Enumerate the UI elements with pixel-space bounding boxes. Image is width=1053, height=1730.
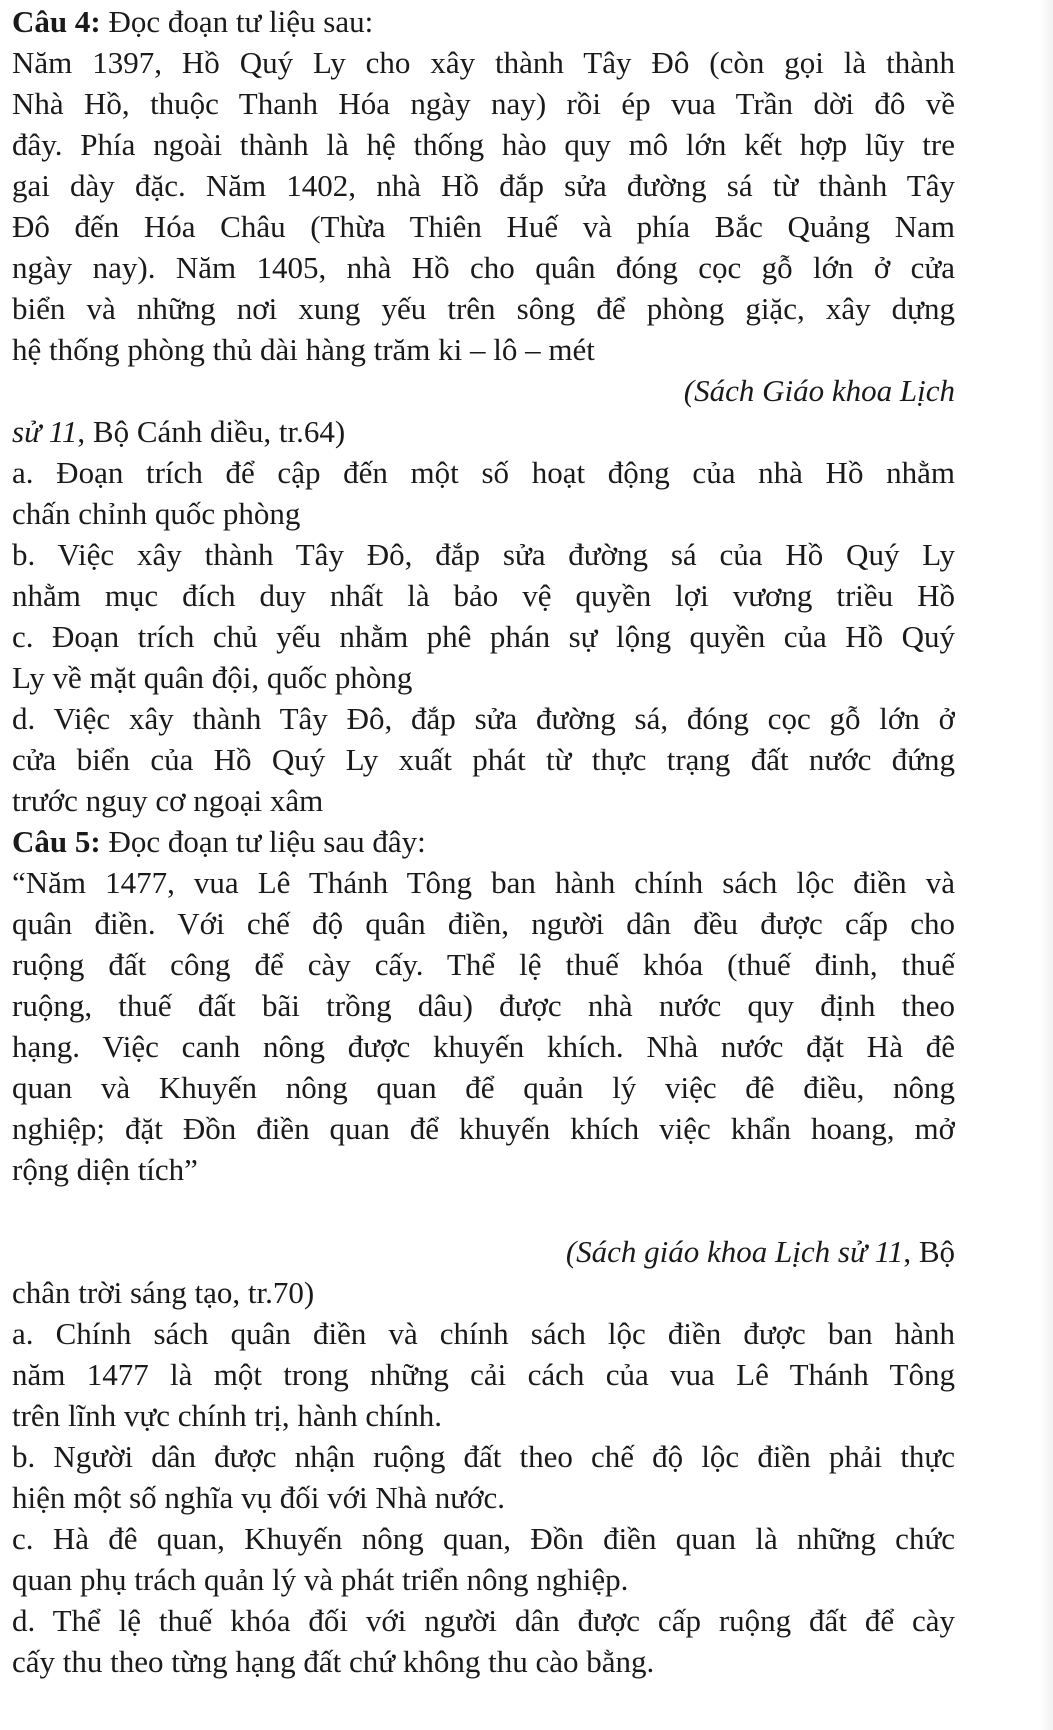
q4-passage-line: đây. Phía ngoài thành là hệ thống hào quy mô lớn kết hợp lũy tre xyxy=(12,127,955,162)
q4-option-b: b. Việc xây thành Tây Đô, đắp sửa đường sá của Hồ Quý Ly xyxy=(12,537,955,572)
q5-passage-line: rộng diện tích” xyxy=(12,1152,198,1187)
q4-label: Câu 4: xyxy=(12,4,101,39)
q5-label: Câu 5: xyxy=(12,824,101,859)
q5-passage-line: hạng. Việc canh nông được khuyến khích. Nhà nước đặt Hà đê xyxy=(12,1029,955,1064)
q4-passage-line: ngày nay). Năm 1405, nhà Hồ cho quân đóng cọc gỗ lớn ở cửa xyxy=(12,250,955,285)
q5-passage-line: ruộng đất công để cày cấy. Thể lệ thuế khóa (thuế đinh, thuế xyxy=(12,947,955,982)
q4-option-c: c. Đoạn trích chủ yếu nhằm phê phán sự lộng quyền của Hồ Quý xyxy=(12,619,955,654)
q5-source-line1 xyxy=(12,1232,955,1272)
q5-passage-line: ruộng, thuế đất bãi trồng dâu) được nhà nước quy định theo xyxy=(12,988,955,1023)
q5-option-d-cont: cấy thu theo từng hạng đất chứ không thu cào bằng. xyxy=(12,1644,655,1679)
q4-heading xyxy=(12,2,955,42)
q4-passage-line: Năm 1397, Hồ Quý Ly cho xây thành Tây Đô (còn gọi là thành xyxy=(12,45,955,80)
page-edge-shadow xyxy=(1039,0,1053,1730)
q4-option-d: d. Việc xây thành Tây Đô, đắp sửa đường sá, đóng cọc gỗ lớn ở xyxy=(12,701,955,736)
q5-passage-line: quân điền. Với chế độ quân điền, người dân đều được cấp cho xyxy=(12,906,955,941)
q4-option-d-cont: trước nguy cơ ngoại xâm xyxy=(12,783,324,818)
q4-passage-line: Đô đến Hóa Châu (Thừa Thiên Huế và phía Bắc Quảng Nam xyxy=(12,209,955,244)
q4-source-line1 xyxy=(12,371,955,411)
q5-option-d: d. Thể lệ thuế khóa đối với người dân được cấp ruộng đất để cày xyxy=(12,1603,955,1638)
q5-option-b-cont: hiện một số nghĩa vụ đối với Nhà nước. xyxy=(12,1480,506,1515)
q4-instruction: Đọc đoạn tư liệu sau: xyxy=(100,4,374,39)
q4-source-line2 xyxy=(12,412,955,452)
q4-option-b-cont: nhằm mục đích duy nhất là bảo vệ quyền lợi vương triều Hồ xyxy=(12,578,955,613)
q5-source-rest: , Bộ xyxy=(903,1234,955,1269)
q4-option-c-cont: Ly về mặt quân đội, quốc phòng xyxy=(12,660,413,695)
q4-passage-line: biển và những nơi xung yếu trên sông để phòng giặc, xây dựng xyxy=(12,291,955,326)
q4-source-rest: , Bộ Cánh diều, tr.64) xyxy=(77,414,346,449)
q5-passage-line: “Năm 1477, vua Lê Thánh Tông ban hành chính sách lộc điền và xyxy=(12,865,955,900)
q4-passage-line: gai dày đặc. Năm 1402, nhà Hồ đắp sửa đường sá từ thành Tây xyxy=(12,168,955,203)
q4-passage-line: hệ thống phòng thủ dài hàng trăm ki – lô – mét xyxy=(12,332,595,367)
q5-option-a: a. Chính sách quân điền và chính sách lộc điền được ban hành xyxy=(12,1316,955,1351)
q5-heading xyxy=(12,822,955,862)
q5-instruction: Đọc đoạn tư liệu sau đây: xyxy=(100,824,426,859)
q5-option-b: b. Người dân được nhận ruộng đất theo chế độ lộc điền phải thực xyxy=(12,1439,955,1474)
q4-option-a: a. Đoạn trích để cập đến một số hoạt động của nhà Hồ nhằm xyxy=(12,455,955,490)
q4-option-a-cont: chấn chỉnh quốc phòng xyxy=(12,496,301,531)
q5-option-a-cont: trên lĩnh vực chính trị, hành chính. xyxy=(12,1398,443,1433)
q5-passage-line: nghiệp; đặt Đồn điền quan để khuyến khích việc khẩn hoang, mở xyxy=(12,1111,955,1146)
q5-option-c: c. Hà đê quan, Khuyến nông quan, Đồn điền quan là những chức xyxy=(12,1521,955,1556)
q5-source-line2: chân trời sáng tạo, tr.70) xyxy=(12,1275,315,1310)
q4-source-italic: sử 11 xyxy=(12,414,78,449)
q4-option-d-cont: cửa biển của Hồ Quý Ly xuất phát từ thực trạng đất nước đứng xyxy=(12,742,955,777)
q4-passage-line: Nhà Hồ, thuộc Thanh Hóa ngày nay) rồi ép vua Trần dời đô về xyxy=(12,86,955,121)
q5-option-c-cont: quan phụ trách quản lý và phát triển nông nghiệp. xyxy=(12,1562,629,1597)
q5-source-italic: (Sách giáo khoa Lịch sử 11 xyxy=(565,1234,904,1269)
q4-source-title: (Sách Giáo khoa Lịch xyxy=(683,373,955,408)
q5-passage-line: quan và Khuyến nông quan để quản lý việc đê điều, nông xyxy=(12,1070,955,1105)
q5-option-a-cont: năm 1477 là một trong những cải cách của vua Lê Thánh Tông xyxy=(12,1357,955,1392)
